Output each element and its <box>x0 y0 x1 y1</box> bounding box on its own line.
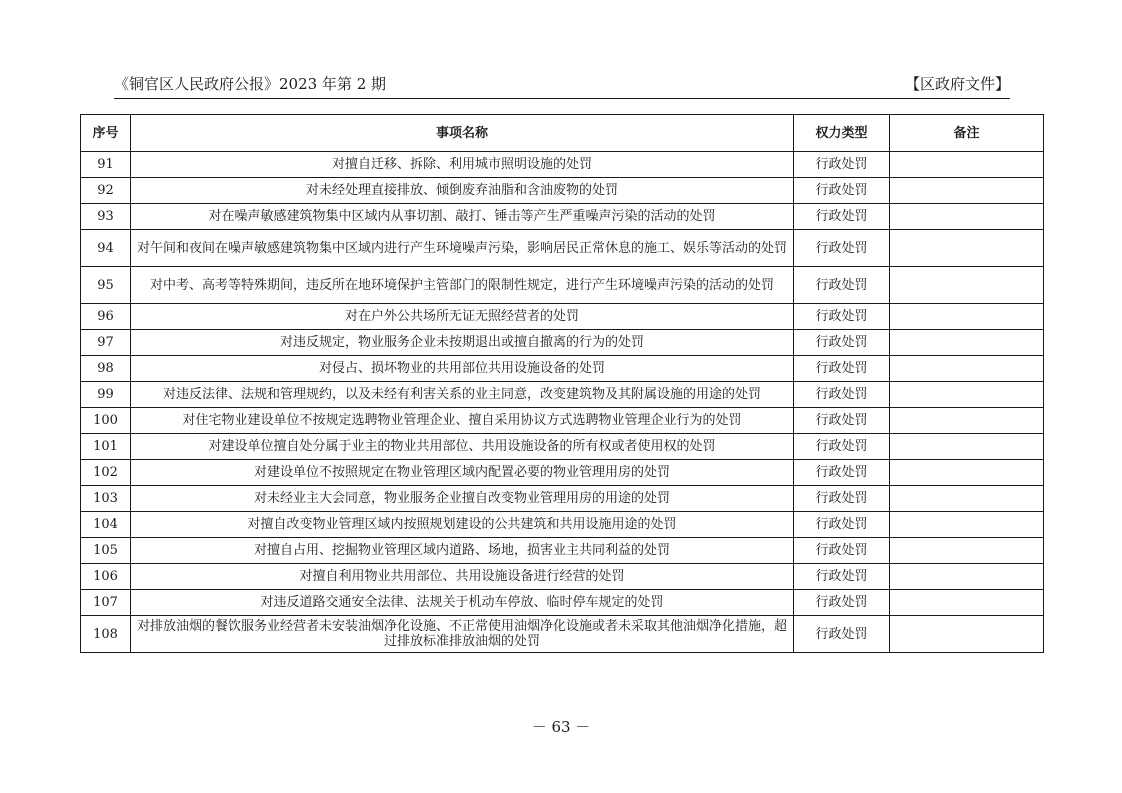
row-power-type: 行政处罚 <box>794 616 890 653</box>
table-row <box>81 460 1044 486</box>
row-power-type: 行政处罚 <box>794 564 890 590</box>
section-label: 【区政府文件】 <box>904 75 1010 93</box>
row-item-name: 对未经处理直接排放、倾倒废弃油脂和含油废物的处罚 <box>131 178 794 204</box>
row-power-type: 行政处罚 <box>794 512 890 538</box>
row-seq: 100 <box>81 408 131 434</box>
row-item-name: 对擅自利用物业共用部位、共用设施设备进行经营的处罚 <box>131 564 794 590</box>
row-seq: 108 <box>81 616 131 653</box>
row-item-name: 对违反法律、法规和管理规约，以及未经有利害关系的业主同意，改变建筑物及其附属设施的用途的处罚 <box>131 382 794 408</box>
row-power-type: 行政处罚 <box>794 382 890 408</box>
row-seq: 92 <box>81 178 131 204</box>
table-row <box>81 330 1044 356</box>
power-list-table <box>80 114 1044 653</box>
table-row <box>81 434 1044 460</box>
table-row <box>81 204 1044 230</box>
row-seq: 105 <box>81 538 131 564</box>
row-power-type: 行政处罚 <box>794 408 890 434</box>
row-note <box>890 538 1044 564</box>
column-header-type: 权力类型 <box>794 115 890 152</box>
row-power-type: 行政处罚 <box>794 230 890 267</box>
row-seq: 104 <box>81 512 131 538</box>
row-seq: 99 <box>81 382 131 408</box>
table-row <box>81 304 1044 330</box>
row-note <box>890 267 1044 304</box>
row-item-name: 对中考、高考等特殊期间，违反所在地环境保护主管部门的限制性规定，进行产生环境噪声污染的活动的处罚 <box>131 267 794 304</box>
row-item-name: 对擅自占用、挖掘物业管理区域内道路、场地，损害业主共同利益的处罚 <box>131 538 794 564</box>
table-row <box>81 382 1044 408</box>
column-header-seq: 序号 <box>81 115 131 152</box>
row-item-name: 对违反规定，物业服务企业未按期退出或擅自撤离的行为的处罚 <box>131 330 794 356</box>
row-note <box>890 204 1044 230</box>
table-row <box>81 230 1044 267</box>
row-power-type: 行政处罚 <box>794 267 890 304</box>
table-row <box>81 486 1044 512</box>
table-row <box>81 152 1044 178</box>
table-row <box>81 538 1044 564</box>
row-item-name: 对擅自迁移、拆除、利用城市照明设施的处罚 <box>131 152 794 178</box>
row-item-name: 对建设单位擅自处分属于业主的物业共用部位、共用设施设备的所有权或者使用权的处罚 <box>131 434 794 460</box>
row-note <box>890 230 1044 267</box>
row-seq: 94 <box>81 230 131 267</box>
table-row <box>81 267 1044 304</box>
row-power-type: 行政处罚 <box>794 538 890 564</box>
table-row <box>81 356 1044 382</box>
row-power-type: 行政处罚 <box>794 330 890 356</box>
row-seq: 106 <box>81 564 131 590</box>
row-seq: 103 <box>81 486 131 512</box>
row-item-name: 对擅自改变物业管理区域内按照规划建设的公共建筑和共用设施用途的处罚 <box>131 512 794 538</box>
row-power-type: 行政处罚 <box>794 486 890 512</box>
row-note <box>890 178 1044 204</box>
row-note <box>890 434 1044 460</box>
row-power-type: 行政处罚 <box>794 178 890 204</box>
row-seq: 96 <box>81 304 131 330</box>
row-note <box>890 304 1044 330</box>
running-header <box>114 76 1010 99</box>
row-item-name: 对在户外公共场所无证无照经营者的处罚 <box>131 304 794 330</box>
row-power-type: 行政处罚 <box>794 204 890 230</box>
gazette-title: 《铜官区人民政府公报》2023 年第 2 期 <box>114 75 387 93</box>
column-header-name: 事项名称 <box>131 115 794 152</box>
row-note <box>890 590 1044 616</box>
row-note <box>890 382 1044 408</box>
table-row <box>81 564 1044 590</box>
row-note <box>890 616 1044 653</box>
row-note <box>890 564 1044 590</box>
row-seq: 95 <box>81 267 131 304</box>
row-seq: 91 <box>81 152 131 178</box>
row-seq: 93 <box>81 204 131 230</box>
table-row <box>81 512 1044 538</box>
row-power-type: 行政处罚 <box>794 356 890 382</box>
row-item-name: 对违反道路交通安全法律、法规关于机动车停放、临时停车规定的处罚 <box>131 590 794 616</box>
row-note <box>890 152 1044 178</box>
row-item-name: 对排放油烟的餐饮服务业经营者未安装油烟净化设施、不正常使用油烟净化设施或者未采取其他油烟净化措施，超过排放标准排放油烟的处罚 <box>131 616 794 653</box>
row-item-name: 对未经业主大会同意，物业服务企业擅自改变物业管理用房的用途的处罚 <box>131 486 794 512</box>
row-note <box>890 460 1044 486</box>
table-row <box>81 616 1044 653</box>
row-seq: 97 <box>81 330 131 356</box>
row-note <box>890 408 1044 434</box>
row-power-type: 行政处罚 <box>794 304 890 330</box>
row-power-type: 行政处罚 <box>794 152 890 178</box>
table-header-row <box>81 115 1044 152</box>
row-seq: 101 <box>81 434 131 460</box>
row-item-name: 对午间和夜间在噪声敏感建筑物集中区域内进行产生环境噪声污染，影响居民正常休息的施工、娱乐等活动的处罚 <box>131 230 794 267</box>
row-item-name: 对住宅物业建设单位不按规定选聘物业管理企业、擅自采用协议方式选聘物业管理企业行为的处罚 <box>131 408 794 434</box>
table-row <box>81 590 1044 616</box>
row-power-type: 行政处罚 <box>794 434 890 460</box>
row-note <box>890 486 1044 512</box>
row-item-name: 对侵占、损坏物业的共用部位共用设施设备的处罚 <box>131 356 794 382</box>
table-row <box>81 408 1044 434</box>
row-seq: 98 <box>81 356 131 382</box>
page-number: － 63 － <box>531 718 591 736</box>
row-seq: 107 <box>81 590 131 616</box>
row-note <box>890 356 1044 382</box>
row-power-type: 行政处罚 <box>794 460 890 486</box>
row-item-name: 对在噪声敏感建筑物集中区域内从事切割、敲打、锤击等产生严重噪声污染的活动的处罚 <box>131 204 794 230</box>
table-row <box>81 178 1044 204</box>
row-item-name: 对建设单位不按照规定在物业管理区域内配置必要的物业管理用房的处罚 <box>131 460 794 486</box>
row-note <box>890 330 1044 356</box>
row-power-type: 行政处罚 <box>794 590 890 616</box>
row-seq: 102 <box>81 460 131 486</box>
column-header-note: 备注 <box>890 115 1044 152</box>
row-note <box>890 512 1044 538</box>
